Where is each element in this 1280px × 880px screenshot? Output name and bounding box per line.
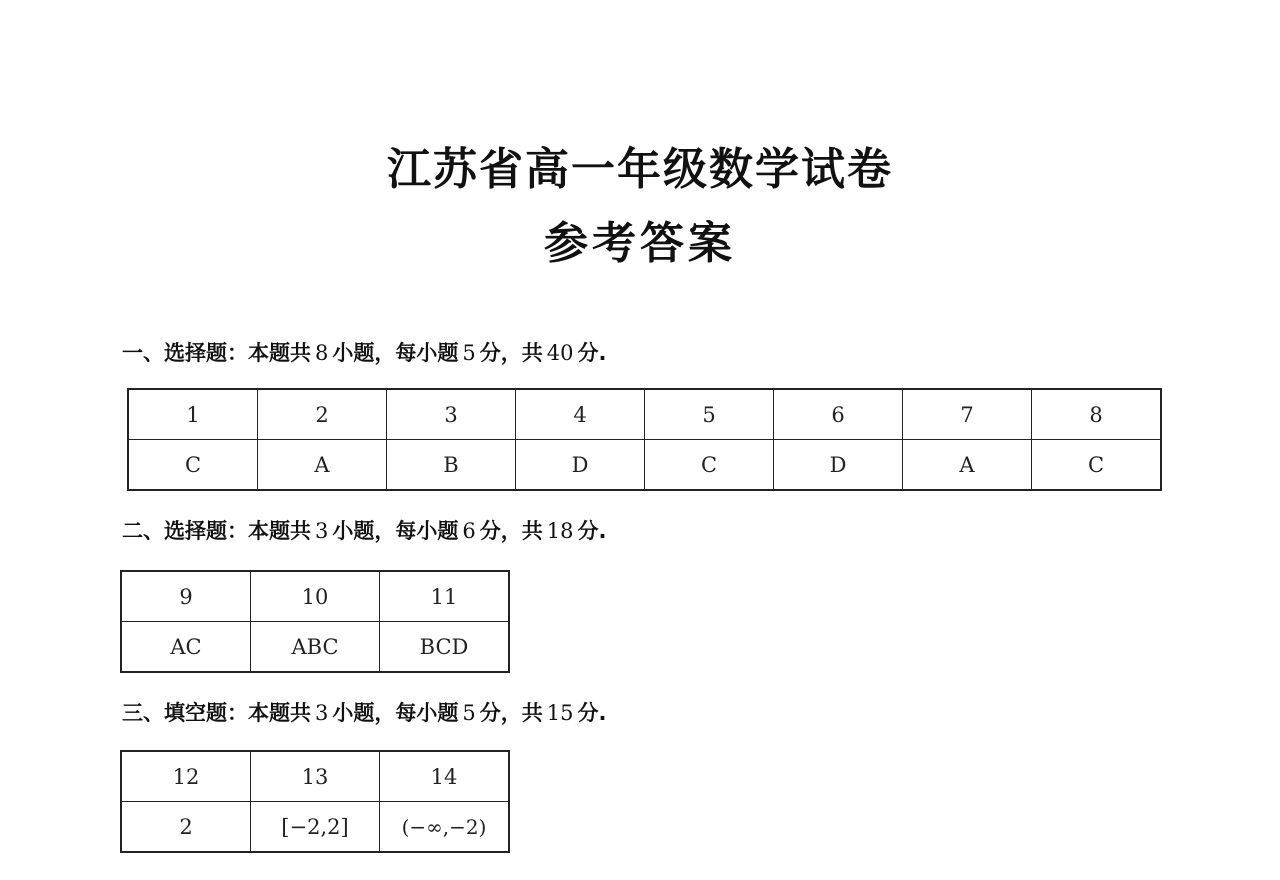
answer-row: [129, 440, 1161, 490]
answer-row: [122, 622, 509, 672]
question-number-cell: 1: [129, 390, 258, 440]
section-2-heading: [122, 516, 606, 546]
section-3-points-each: 5: [462, 701, 476, 725]
section-3-question-count: 3: [315, 701, 329, 725]
section-2-heading-part: 分，共: [479, 519, 543, 543]
section-3-heading: [122, 698, 606, 728]
question-number-row: [122, 572, 509, 622]
section-1-heading-part: 一、选择题：本题共: [122, 341, 311, 365]
section-1-heading-part: 分，共: [479, 341, 543, 365]
question-number-cell: 14: [380, 752, 509, 802]
section-2-points-each: 6: [462, 519, 476, 543]
answer-cell: [−2,2]: [251, 802, 380, 852]
answer-cell: 2: [122, 802, 251, 852]
answer-cell: D: [516, 440, 645, 490]
answer-cell: B: [387, 440, 516, 490]
section-1-points-total: 40: [546, 341, 574, 365]
page-title: 江苏省高一年级数学试卷: [387, 144, 893, 195]
section-2-heading-part: 二、选择题：本题共: [122, 519, 311, 543]
question-number-cell: 8: [1032, 390, 1161, 440]
answer-cell: C: [1032, 440, 1161, 490]
answer-cell: AC: [122, 622, 251, 672]
section-2-answer-table: [121, 571, 509, 672]
question-number-cell: 6: [774, 390, 903, 440]
question-number-cell: 4: [516, 390, 645, 440]
question-number-cell: 11: [380, 572, 509, 622]
answer-cell: C: [129, 440, 258, 490]
answer-cell: BCD: [380, 622, 509, 672]
section-2-question-count: 3: [315, 519, 329, 543]
section-3-points-total: 15: [546, 701, 574, 725]
section-2-points-total: 18: [546, 519, 574, 543]
answer-cell: A: [903, 440, 1032, 490]
answer-row: [122, 802, 509, 852]
answer-cell: C: [645, 440, 774, 490]
section-1-heading-part: 小题，每小题: [332, 341, 459, 365]
section-1-answer-table: [128, 389, 1161, 490]
question-number-row: [129, 390, 1161, 440]
section-3-answer-table: [121, 751, 509, 852]
question-number-cell: 2: [258, 390, 387, 440]
section-1-question-count: 8: [315, 341, 329, 365]
section-1-heading-part: 分.: [577, 341, 607, 365]
answer-cell: (−∞,−2): [380, 802, 509, 852]
section-3-heading-part: 分，共: [479, 701, 543, 725]
answer-cell: A: [258, 440, 387, 490]
section-3-heading-part: 小题，每小题: [332, 701, 459, 725]
answer-cell: D: [774, 440, 903, 490]
section-3-heading-part: 三、填空题：本题共: [122, 701, 311, 725]
section-3-heading-part: 分.: [577, 701, 607, 725]
question-number-cell: 12: [122, 752, 251, 802]
question-number-cell: 9: [122, 572, 251, 622]
question-number-cell: 3: [387, 390, 516, 440]
section-1-points-each: 5: [462, 341, 476, 365]
question-number-cell: 10: [251, 572, 380, 622]
question-number-cell: 13: [251, 752, 380, 802]
question-number-cell: 7: [903, 390, 1032, 440]
section-2-heading-part: 分.: [577, 519, 607, 543]
question-number-cell: 5: [645, 390, 774, 440]
page-subtitle: 参考答案: [544, 218, 736, 269]
answer-cell: ABC: [251, 622, 380, 672]
section-2-heading-part: 小题，每小题: [332, 519, 459, 543]
section-1-heading: [122, 338, 606, 368]
question-number-row: [122, 752, 509, 802]
